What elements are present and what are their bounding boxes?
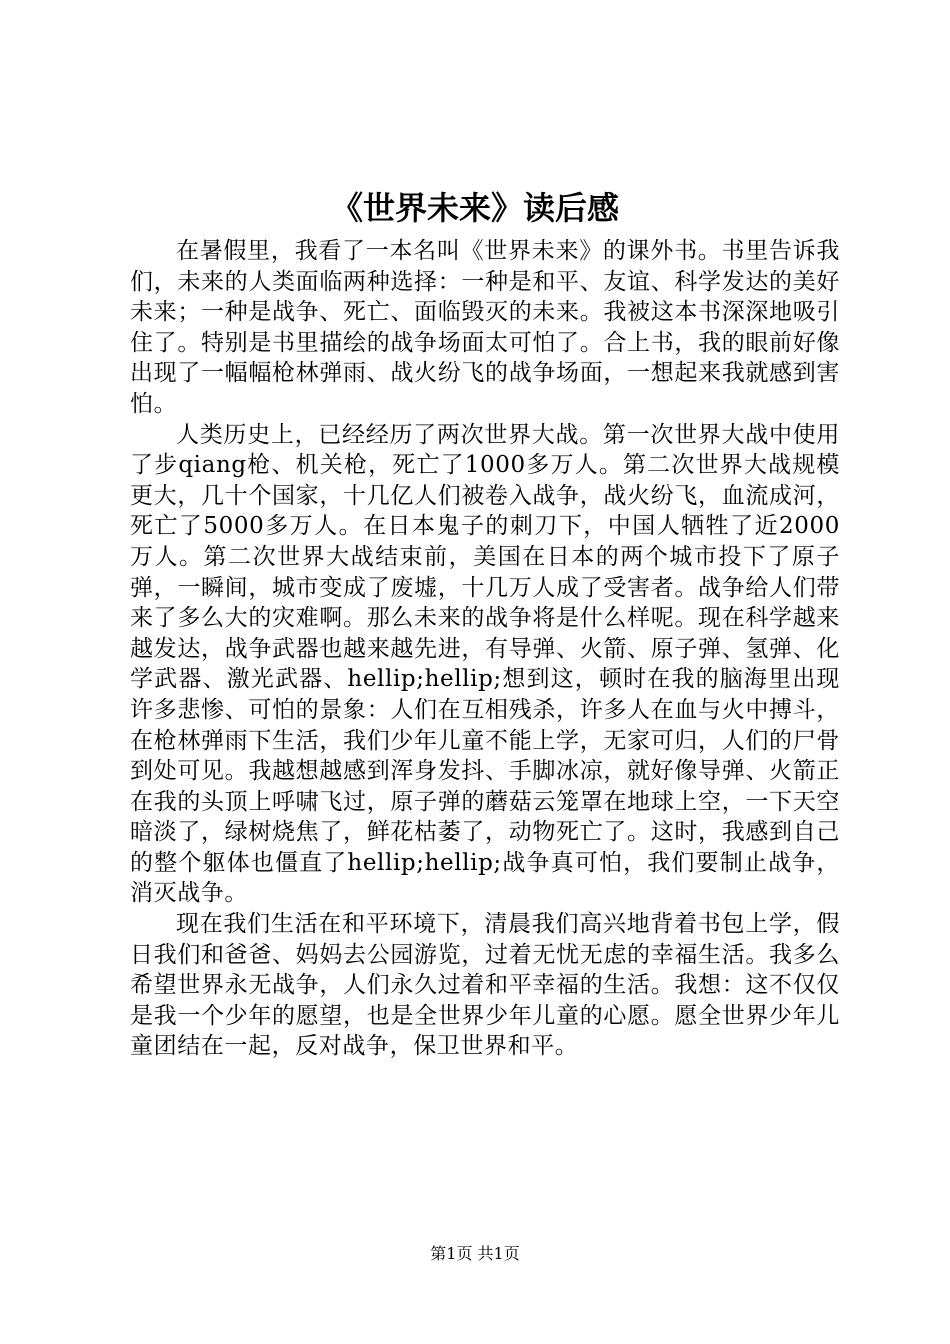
body-paragraph-2: 人类历史上，已经经历了两次世界大战。第一次世界大战中使用了步qiang枪、机关枪，死亡了1000多万人。第二次世界大战规模更大，几十个国家，十几亿人们被卷入战争，战火纷飞，血流成河，死亡了5000多万人。在日本鬼子的刺刀下，中国人牺牲了近2000万人。第二次世界大战结束前，美国在日本的两个城市投下了原子弹，一瞬间，城市变成了废墟，十几万人成了受害者。战争给人们带来了多么大的灾难啊。那么未来的战争将是什么样呢。现在科学越来越发达，战争武器也越来越先进，有导弹、火箭、原子弹、氢弹、化学武器、激光武器、hellip;hellip;想到这，顿时在我的脑海里出现许多悲惨、可怕的景象：人们在互相残杀，许多人在血与火中搏斗，在枪林弹雨下生活，我们少年儿童不能上学，无家可归，人们的尸骨到处可见。我越想越感到浑身发抖、手脚冰凉，就好像导弹、火箭正在我的头顶上呼啸飞过，原子弹的蘑菇云笼罩在地球上空，一下天空暗淡了，绿树烧焦了，鲜花枯萎了，动物死亡了。这时，我感到自己的整个躯体也僵直了hellip;hellip;战争真可怕，我们要制止战争，消灭战争。: [130, 421, 840, 907]
body-paragraph-3: 现在我们生活在和平环境下，清晨我们高兴地背着书包上学，假日我们和爸爸、妈妈去公园游览，过着无忧无虑的幸福生活。我多么希望世界永无战争，人们永久过着和平幸福的生活。我想：这不仅仅是我一个少年的愿望，也是全世界少年儿童的心愿。愿全世界少年儿童团结在一起，反对战争，保卫世界和平。: [130, 911, 840, 1060]
document-body: [130, 236, 840, 1062]
page-number-footer: 第1页 共1页: [430, 1244, 520, 1263]
body-paragraph-1: 在暑假里，我看了一本名叫《世界未来》的课外书。书里告诉我们，未来的人类面临两种选择：一种是和平、友谊、科学发达的美好未来；一种是战争、死亡、面临毁灭的未来。我被这本书深深地吸引住了。特别是书里描绘的战争场面太可怕了。合上书，我的眼前好像出现了一幅幅枪林弹雨、战火纷飞的战争场面，一想起来我就感到害怕。: [130, 238, 840, 417]
document-title: 《世界未来》读后感: [330, 189, 619, 227]
